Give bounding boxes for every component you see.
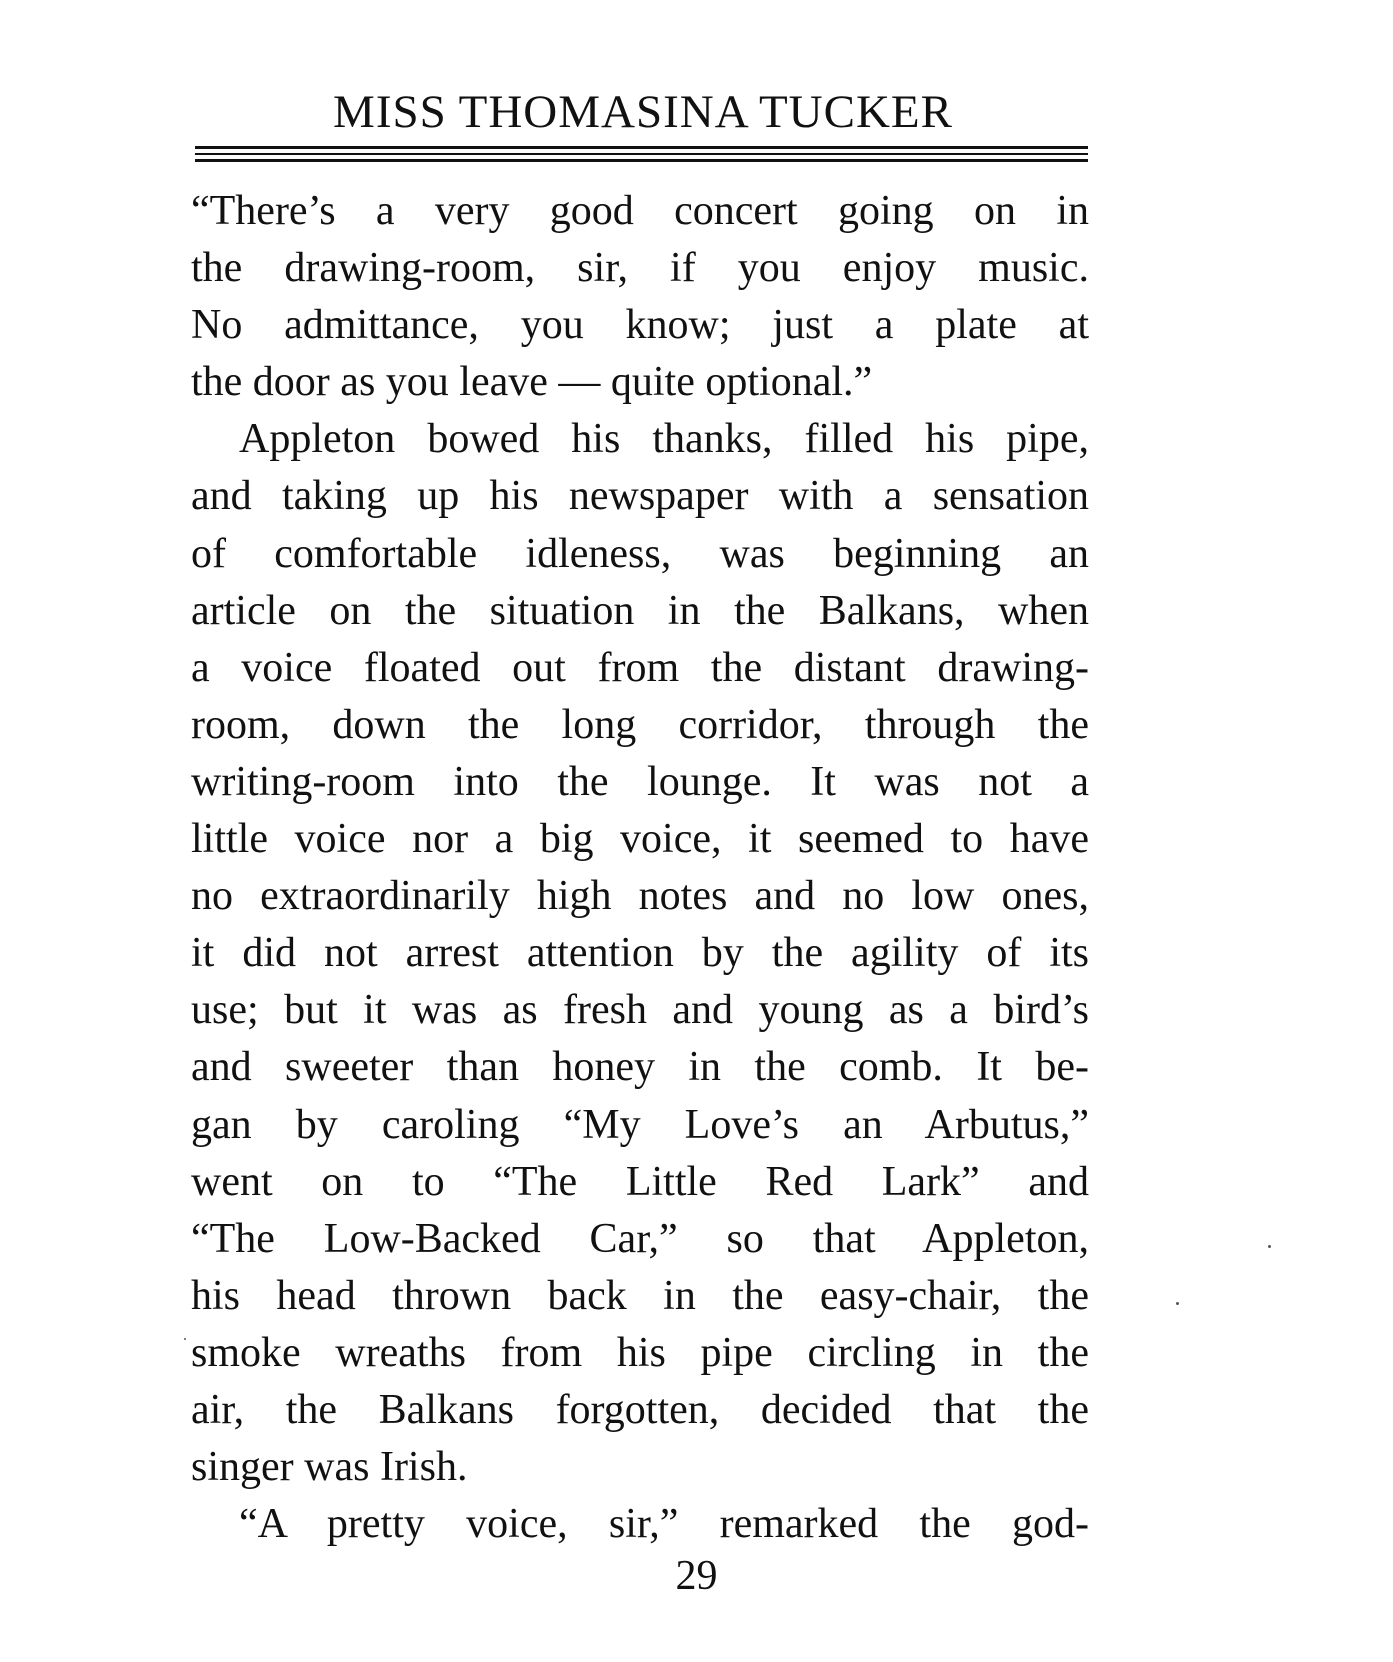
text-line: it did not arrest attention by the agility of its [191,930,1089,977]
head-rule-middle [195,153,1088,155]
page-number: 29 [675,1553,718,1599]
paragraph-first-line: “A pretty voice, sir,” remarked the god- [239,1501,1089,1548]
text-line: and sweeter than honey in the comb. It be- [191,1044,1089,1091]
text-line: room, down the long corridor, through the [191,701,1089,748]
paragraph-first-line: Appleton bowed his thanks, filled his pipe, [239,416,1089,463]
body-text [191,183,1089,1553]
text-line: his head thrown back in the easy-chair, the [191,1272,1089,1319]
scan-speck [1268,1245,1271,1248]
head-rule-top [195,146,1088,149]
text-line: No admittance, you know; just a plate at [191,302,1089,349]
text-line: article on the situation in the Balkans, when [191,587,1089,634]
text-line: gan by caroling “My Love’s an Arbutus,” [191,1101,1089,1148]
paragraph-last-line: the door as you leave — quite optional.” [191,359,873,406]
paragraph-last-line: singer was Irish. [191,1444,468,1491]
scan-speck [1176,1302,1179,1305]
text-line: air, the Balkans forgotten, decided that the [191,1386,1089,1433]
text-line: little voice nor a big voice, it seemed to have [191,816,1089,863]
text-line: smoke wreaths from his pipe circling in the [191,1329,1089,1376]
text-line: the drawing-room, sir, if you enjoy music. [191,245,1089,292]
text-line: writing-room into the lounge. It was not a [191,758,1089,805]
text-line: “There’s a very good concert going on in [191,188,1089,234]
head-rule-bottom [195,159,1088,162]
text-line: no extraordinarily high notes and no low ones, [191,873,1089,920]
text-line: “The Low-Backed Car,” so that Appleton, [191,1215,1089,1262]
text-line: a voice floated out from the distant drawing- [191,644,1089,691]
text-line: of comfortable idleness, was beginning an [191,530,1089,577]
running-head: MISS THOMASINA TUCKER [333,86,953,138]
text-line: use; but it was as fresh and young as a bird’s [191,987,1089,1034]
scan-speck [184,1338,186,1340]
text-line: went on to “The Little Red Lark” and [191,1158,1089,1205]
text-line: and taking up his newspaper with a sensation [191,473,1089,520]
